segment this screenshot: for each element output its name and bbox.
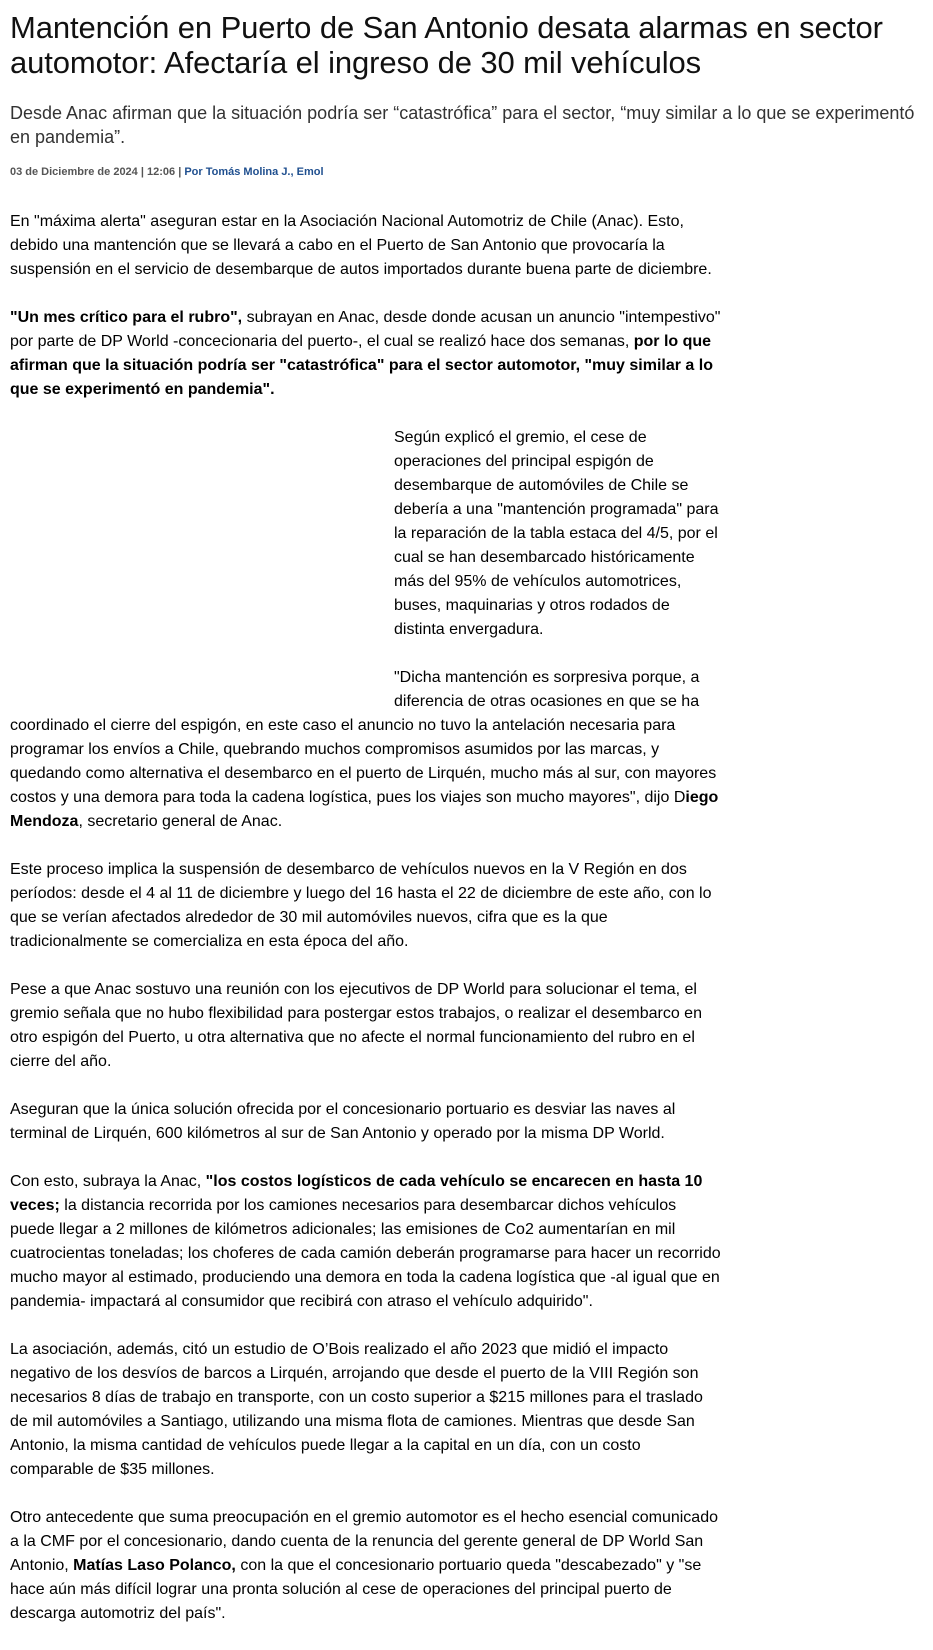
article-author[interactable]: Por Tomás Molina J., Emol: [184, 166, 324, 178]
article-subtitle: Desde Anac afirman que la situación podría ser “catastrófica” para el sector, “muy similar a lo que se experimentó en pandemia”.: [10, 103, 915, 147]
paragraph-text: Otro antecedente que suma preocupación en el gremio automotor es el hecho esencial comunicado a la CMF por el concesionario, dando cuenta de la renuncia del gerente general de DP World San Antonio,: [10, 1509, 718, 1574]
bold-text: por lo que afirman que la situación podría ser "catastrófica" para el sector automotor, "muy similar a lo que se experimentó en pandemia".: [10, 333, 713, 398]
media-placeholder: [10, 426, 394, 696]
paragraph-text: Con esto, subraya la Anac,: [10, 1173, 206, 1190]
article-header: [10, 10, 925, 179]
article-meta: [10, 165, 925, 179]
paragraph-text: , secretario general de Anac.: [78, 813, 283, 830]
paragraph: Pese a que Anac sostuvo una reunión con los ejecutivos de DP World para solucionar el tema, el gremio señala que no hubo flexibilidad para postergar estos trabajos, o realizar el desembarco en otro espigón del Puerto, u otra alternativa que no afecte el normal funcionamiento del rubro en el cierre del año.: [10, 981, 702, 1070]
article-date: 03 de Diciembre de 2024: [10, 166, 138, 178]
paragraph: La asociación, además, citó un estudio de O’Bois realizado el año 2023 que midió el impacto negativo de los desvíos de barcos a Lirquén, arrojando que desde el puerto de la VIII Región son necesarios 8 días de trabajo en transporte, con un costo superior a $215 millones para el traslado de mil automóviles a Santiago, utilizando una misma flota de camiones. Mientras que desde San Antonio, la misma cantidad de vehículos puede llegar a la capital en un día, con un costo comparable de $35 millones.: [10, 1341, 703, 1478]
bold-text: Matías Laso Polanco,: [73, 1557, 236, 1574]
article-title: Mantención en Puerto de San Antonio desata alarmas en sector automotor: Afectaría el ingreso de 30 mil vehículos: [10, 10, 883, 80]
paragraph: En "máxima alerta" aseguran estar en la Asociación Nacional Automotriz de Chile (Anac). Esto, debido una mantención que se llevará a cabo en el Puerto de San Antonio que provocaría la suspensión en el servicio de desembarque de autos importados durante buena parte de diciembre.: [10, 213, 712, 278]
meta-separator: |: [175, 166, 185, 178]
paragraph: [10, 1170, 722, 1314]
paragraph: [10, 1506, 722, 1626]
paragraph-text: "Dicha mantención es sorpresiva porque, a diferencia de otras ocasiones en que se ha coordinado el cierre del espigón, en este caso el anuncio no tuvo la antelación necesaria para programar los envíos a Chile, quebrando muchos compromisos asumidos por las marcas, y quedando como alternativa el desembarco en el puerto de Lirquén, mucho más al sur, con mayores costos y una demora para toda la cadena logística, pues los viajes son mucho mayores", dijo D: [10, 669, 717, 806]
article-body: [10, 210, 722, 1650]
meta-separator: |: [137, 166, 147, 178]
paragraph-text: subrayan en Anac, desde donde acusan un anuncio "intempestivo" por parte de DP World -concecionaria del puerto-, el cual se realizó hace dos semanas,: [10, 309, 721, 350]
paragraph: Este proceso implica la suspensión de desembarco de vehículos nuevos en la V Región en dos períodos: desde el 4 al 11 de diciembre y luego del 16 hasta el 22 de diciembre de este año, con lo que se verían afectados alrededor de 30 mil automóviles nuevos, cifra que es la que tradicionalmente se comercializa en esta época del año.: [10, 861, 712, 950]
bold-text: "Un mes crítico para el rubro",: [10, 309, 243, 326]
paragraph: [10, 306, 722, 402]
bold-text: iego Mendoza: [10, 789, 719, 830]
bold-text: "los costos logísticos de cada vehículo se encarecen en hasta 10 veces;: [10, 1173, 703, 1214]
paragraph-text: la distancia recorrida por los camiones necesarios para desembarcar dichos vehículos puede llegar a 2 millones de kilómetros adicionales; las emisiones de Co2 aumentarían en mil cuatrocientas toneladas; los choferes de cada camión deberán programarse para hacer un recorrido mucho mayor al estimado, produciendo una demora en toda la cadena logística que -al igual que en pandemia- impactará al consumidor que recibirá con atraso el vehículo adquirido".: [10, 1197, 721, 1310]
paragraph-text: con la que el concesionario portuario queda "descabezado" y "se hace aún más difícil lograr una pronta solución al cese de operaciones del principal puerto de descarga automotriz del país".: [10, 1557, 702, 1622]
paragraph: Según explicó el gremio, el cese de operaciones del principal espigón de desembarque de automóviles de Chile se debería a una "mantención programada" para la reparación de la tabla estaca del 4/5, por el cual se han desembarcado históricamente más del 95% de vehículos automotrices, buses, maquinarias y otros rodados de distinta envergadura.: [394, 429, 719, 638]
article-time: 12:06: [147, 166, 176, 178]
paragraph: Aseguran que la única solución ofrecida por el concesionario portuario es desviar las naves al terminal de Lirquén, 600 kilómetros al sur de San Antonio y operado por la misma DP World.: [10, 1101, 676, 1142]
